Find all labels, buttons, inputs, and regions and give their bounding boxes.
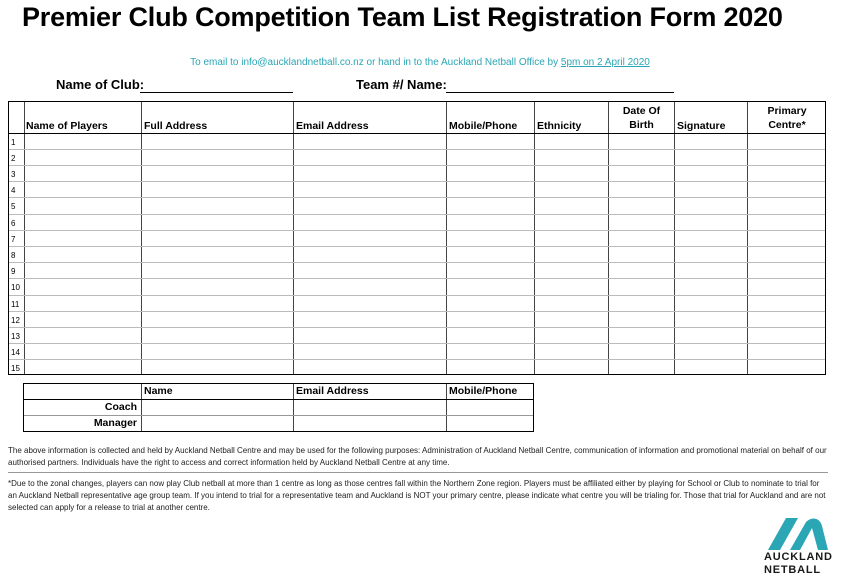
row-number: 12	[11, 316, 20, 325]
row-number: 4	[11, 186, 16, 195]
header-primary-centre	[748, 104, 826, 132]
staff-header-email: Email Address	[296, 385, 369, 397]
column-divider	[141, 384, 142, 431]
row-separator	[9, 295, 825, 296]
row-separator	[9, 214, 825, 215]
role-coach: Coach	[104, 401, 137, 413]
column-divider	[24, 102, 25, 374]
header-signature: Signature	[677, 120, 726, 132]
column-divider	[674, 102, 675, 374]
row-separator	[9, 181, 825, 182]
row-separator	[9, 165, 825, 166]
row-number: 5	[11, 202, 16, 211]
header-email-address: Email Address	[296, 120, 369, 132]
submission-instructions	[0, 57, 840, 68]
header-full-address: Full Address	[144, 120, 208, 132]
header-date-of-birth	[609, 104, 674, 132]
row-number: 15	[11, 364, 20, 373]
club-name-label: Name of Club:	[56, 77, 145, 92]
players-table	[8, 101, 826, 375]
instructions-text: To email to info@aucklandnetball.co.nz or hand in to the Auckland Netball Office by	[190, 57, 561, 68]
column-divider	[534, 102, 535, 374]
row-separator	[24, 415, 533, 416]
header-ethnicity: Ethnicity	[537, 120, 582, 132]
row-separator	[9, 359, 825, 360]
column-divider	[446, 384, 447, 431]
header-mobile-phone: Mobile/Phone	[449, 120, 518, 132]
row-number: 11	[11, 300, 20, 309]
header-separator	[24, 399, 533, 400]
row-separator	[9, 246, 825, 247]
row-separator	[9, 262, 825, 263]
header-name-of-players: Name of Players	[26, 120, 108, 132]
logo-wordmark	[764, 551, 833, 577]
column-divider	[293, 102, 294, 374]
section-divider	[8, 472, 828, 473]
row-number: 7	[11, 235, 16, 244]
row-separator	[9, 327, 825, 328]
logo-line2: NETBALL	[764, 564, 821, 576]
row-separator	[9, 278, 825, 279]
team-name-field[interactable]	[446, 91, 674, 93]
row-number: 14	[11, 348, 20, 357]
row-separator	[9, 230, 825, 231]
row-number: 6	[11, 219, 16, 228]
column-divider	[141, 102, 142, 374]
row-separator	[9, 343, 825, 344]
row-number: 9	[11, 267, 16, 276]
form-title: Premier Club Competition Team List Registration Form 2020	[22, 2, 783, 32]
logo-stroke-right	[790, 519, 828, 550]
header-date-of-birth-line1: Date Of	[622, 105, 661, 117]
row-separator	[9, 149, 825, 150]
team-name-label: Team #/ Name:	[356, 77, 447, 92]
row-number: 10	[11, 283, 20, 292]
column-divider	[608, 102, 609, 374]
header-separator	[9, 133, 825, 134]
deadline-text: 5pm on 2 April 2020	[560, 57, 650, 68]
role-manager: Manager	[93, 417, 137, 429]
row-number: 2	[11, 154, 16, 163]
column-divider	[747, 102, 748, 374]
header-primary-centre-line2: Centre*	[768, 119, 806, 131]
column-divider	[293, 384, 294, 431]
club-name-field[interactable]	[140, 91, 293, 93]
staff-header-mobile: Mobile/Phone	[449, 385, 518, 397]
header-primary-centre-line1: Primary	[767, 105, 807, 117]
row-separator	[9, 197, 825, 198]
row-separator	[9, 311, 825, 312]
privacy-disclaimer: The above information is collected and held by Auckland Netball Centre and may be used for the following purposes: Administration of Auckland Netball Centre, communication of information and promotional material on behalf of our authorised partners. Individuals have the right to access and correct information held by Auckland Netball Centre at any time.	[8, 446, 827, 467]
zonal-footnote: *Due to the zonal changes, players can now play Club netball at more than 1 centre as long as those centres fall within the Northern Zone region. Players must be affiliated either by playing for School or Club to nominate to trial for an Auckland Netball representative age group team. If you intend to trial for a representative team and Auckland is NOT your primary centre, please indicate what centre you will be trialing for. Those that trial for Auckland and are not selected can apply for a release to trial at another centre.	[8, 479, 826, 512]
logo-line1: AUCKLAND	[764, 551, 833, 563]
row-number: 8	[11, 251, 16, 260]
staff-table	[23, 383, 534, 432]
column-divider	[446, 102, 447, 374]
staff-header-name: Name	[144, 385, 173, 397]
row-number: 1	[11, 138, 16, 147]
header-date-of-birth-line2: Birth	[629, 119, 654, 131]
row-number: 3	[11, 170, 16, 179]
row-number: 13	[11, 332, 20, 341]
